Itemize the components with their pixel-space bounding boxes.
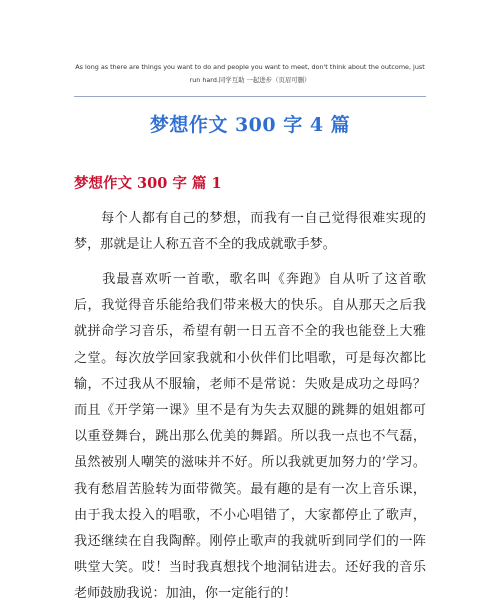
section-heading: 梦想作文 300 字 篇 1 xyxy=(74,175,222,192)
page-header-note: As long as there are things you want to do and people you want to meet, don't think about the outcome, just run hard.同学互助 一起进步（页眉可删） xyxy=(75,63,425,84)
header-divider xyxy=(74,96,426,97)
document-title: 梦想作文 300 字 4 篇 xyxy=(149,114,351,136)
body-paragraph-1: 每个人都有自己的梦想，而我有一自己觉得很难实现的梦，那就是让人称五音不全的我成就歌手梦。 xyxy=(74,211,426,253)
body-paragraph-2: 我最喜欢听一首歌，歌名叫《奔跑》自从听了这首歌后，我觉得音乐能给我们带来极大的快乐。自从那天之后我就拼命学习音乐，希望有朝一日五音不全的我也能登上大雅之堂。每次放学回家我就和小伙伴们比唱歌，可是每次都比输，不过我从不服输，老师不是常说：失败是成功之母吗？而且《开学第一课》里不是有为失去双腿的跳舞的姐姐都可以重登舞台，跳出那么优美的舞蹈。所以我一点也不气磊，虽然被别人嘲笑的滋味并不好。所以我就更加努力的’学习。我有愁眉苦脸转为面带微笑。最有趣的是有一次上音乐课，由于我太投入的唱歌，不小心唱错了，大家都停止了歌声，我还继续在自我陶醉。刚停止歌声的我就听到同学们的一阵哄堂大笑。哎！当时我真想找个地洞钻进去。还好我的音乐老师鼓励我说：加油，你一定能行的！ xyxy=(74,272,426,602)
